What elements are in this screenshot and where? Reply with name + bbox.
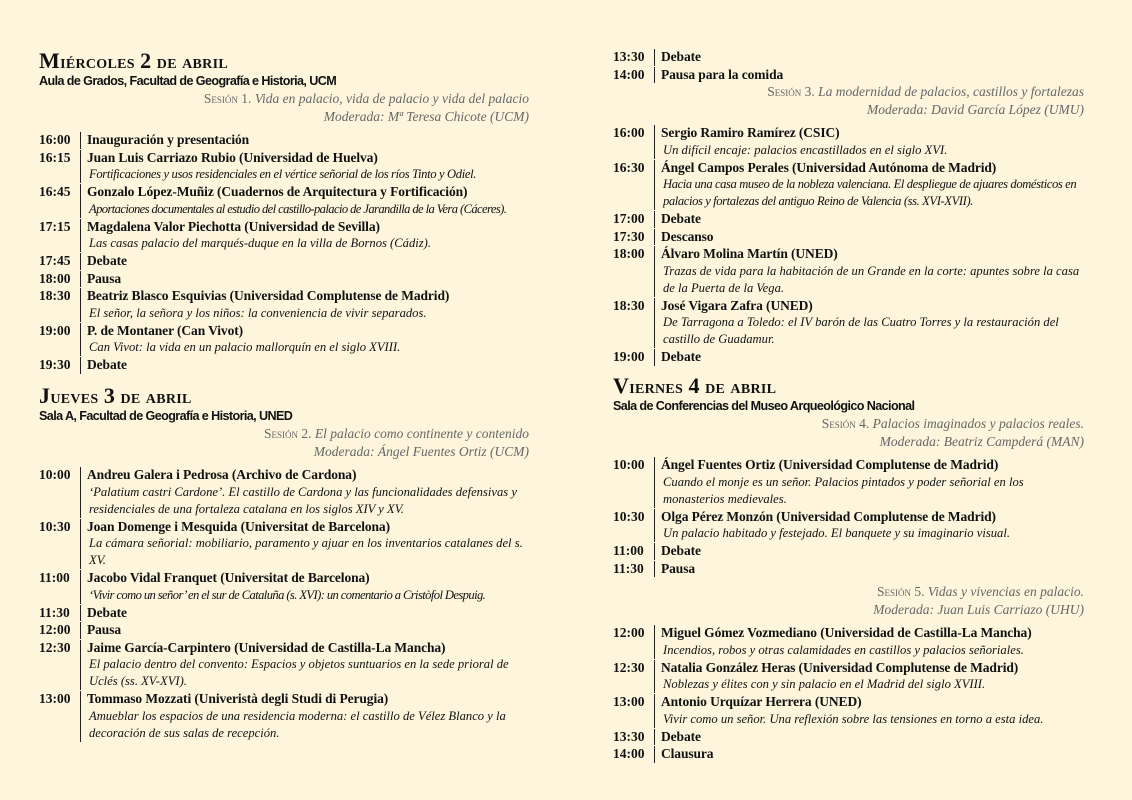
speaker: Debate [87, 253, 127, 268]
time-separator [80, 150, 81, 184]
time: 16:15 [39, 149, 71, 165]
talk-title: Aportaciones documentales al estudio del castillo-palacio de Jarandilla de la Vera (Cáceres). [89, 201, 507, 216]
time-separator [654, 457, 655, 508]
time-separator [80, 605, 81, 622]
session-moderator: Moderada: Ángel Fuentes Ortiz (UCM) [313, 443, 529, 459]
speaker: Inauguración y presentación [87, 132, 250, 147]
agenda-row [39, 356, 529, 374]
session-title: Sesión 5. Vidas y vivencias en palacio. [877, 584, 1084, 599]
time-separator [654, 211, 655, 228]
time: 12:30 [613, 659, 645, 675]
talk-title: ‘Vivir como un señor’ en el sur de Cataluña (s. XVI): un comentario a Cristòfol Despuig. [89, 587, 486, 602]
day-block-thursday [39, 385, 529, 742]
venue: Sala A, Facultad de Geografía e Historia, UNED [39, 409, 293, 423]
agenda-row [613, 745, 1084, 763]
time: 17:45 [39, 253, 71, 268]
talk-title: El palacio dentro del convento: Espacios y objetos suntuarios en la sede prioral de Uclés (ss. XV-XVI). [89, 657, 509, 688]
agenda-row [613, 659, 1084, 694]
time-separator [80, 357, 81, 374]
time: 10:00 [613, 457, 645, 472]
agenda-row [39, 569, 529, 604]
agenda-row [613, 560, 1084, 578]
time-separator [654, 49, 655, 66]
time: 18:30 [39, 288, 71, 303]
time: 12:00 [39, 622, 71, 637]
talk-title: De Tarragona a Toledo: el IV barón de las Cuatro Torres y la restauración del castillo de Guadamur. [663, 315, 1059, 346]
time: 13:00 [39, 691, 71, 706]
day-title: Viernes 4 de abril [613, 373, 777, 398]
time-separator [80, 622, 81, 639]
time-separator [654, 694, 655, 728]
time-separator [654, 746, 655, 763]
time: 17:00 [613, 211, 645, 226]
talk-title: Hacia una casa museo de la nobleza valenciana. El despliegue de ajuares domésticos en palacios y fortalezas del antiguo Reino de Valencia (ss. XVI-XVII). [663, 177, 1077, 208]
time: 19:00 [613, 349, 645, 364]
speaker: Debate [87, 357, 127, 372]
session-header [613, 583, 1084, 618]
talk-title: Un difícil encaje: palacios encastillados en el siglo XVI. [663, 142, 948, 157]
agenda-row [39, 287, 529, 322]
talk-title: Fortificaciones y usos residenciales en el vértice señorial de los ríos Tinto y Odiel. [89, 167, 477, 181]
talk-title: Vivir como un señor. Una reflexión sobre las tensiones en torno a esta idea. [663, 711, 1044, 726]
time: 19:00 [39, 322, 71, 338]
agenda-row [613, 124, 1084, 159]
time: 12:30 [39, 639, 71, 655]
time: 11:00 [39, 570, 70, 585]
agenda-row [39, 604, 529, 622]
speaker: Descanso [661, 228, 714, 244]
time-separator [654, 298, 655, 349]
speaker: Debate [661, 543, 701, 558]
time-separator [80, 132, 81, 149]
speaker: José Vigara Zafra (UNED) [661, 297, 813, 313]
time: 16:00 [39, 132, 71, 147]
time: 11:00 [613, 543, 644, 558]
session-moderator: Moderada: David García López (UMU) [867, 101, 1084, 117]
speaker: Debate [661, 728, 701, 744]
time-separator [654, 625, 655, 659]
session-header [39, 90, 529, 125]
agenda-row [613, 48, 1084, 66]
talk-title: Un palacio habitado y festejado. El banquete y su imaginario visual. [663, 526, 1010, 540]
time: 16:45 [39, 184, 71, 199]
time-separator [654, 660, 655, 694]
time: 19:30 [39, 357, 71, 372]
time-separator [654, 349, 655, 366]
time: 10:00 [39, 467, 71, 482]
time: 14:00 [613, 66, 645, 82]
time-separator [80, 640, 81, 691]
speaker: Debate [661, 49, 701, 64]
day-block-friday [613, 375, 1084, 763]
talk-title: Incendios, robos y otras calamidades en castillos y palacios señoriales. [663, 642, 1024, 657]
agenda-row [39, 270, 529, 288]
time: 16:00 [613, 125, 645, 140]
speaker: Joan Domenge i Mesquida (Universitat de Barcelona) [87, 518, 390, 534]
time: 18:30 [613, 297, 645, 313]
speaker: Ángel Campos Perales (Universidad Autónoma de Madrid) [661, 159, 997, 175]
speaker: Gonzalo López-Muñiz (Cuadernos de Arquitectura y Fortificación) [87, 184, 468, 199]
agenda-row [39, 218, 529, 253]
time: 17:30 [613, 228, 645, 244]
session-title: Sesión 4. Palacios imaginados y palacios reales. [821, 416, 1084, 431]
time-separator [654, 246, 655, 297]
speaker: Sergio Ramiro Ramírez (CSIC) [661, 125, 840, 140]
time-separator [80, 467, 81, 518]
time-separator [80, 691, 81, 742]
agenda-row [39, 131, 529, 149]
time: 13:00 [613, 694, 645, 709]
time: 11:30 [613, 560, 644, 576]
speaker: Magdalena Valor Piechotta (Universidad de Sevilla) [87, 218, 380, 234]
speaker: Olga Pérez Monzón (Universidad Complutense de Madrid) [661, 508, 996, 524]
talk-title: La cámara señorial: mobiliario, paramento y ajuar en los inventarios catalanes del s. XV. [89, 536, 523, 567]
time-separator [80, 288, 81, 322]
agenda-row [39, 518, 529, 570]
talk-title: Las casas palacio del marqués-duque en la villa de Bornos (Cádiz). [89, 236, 431, 250]
agenda-row [613, 508, 1084, 543]
agenda-row [613, 297, 1084, 349]
time: 17:15 [39, 218, 71, 234]
agenda-row [613, 542, 1084, 560]
speaker: Debate [661, 211, 701, 226]
talk-title: Amueblar los espacios de una residencia moderna: el castillo de Vélez Blanco y la decoración de sus salas de recepción. [89, 708, 506, 740]
speaker: Andreu Galera i Pedrosa (Archivo de Cardona) [87, 467, 357, 482]
speaker: Ángel Fuentes Ortiz (Universidad Complutense de Madrid) [661, 457, 999, 472]
speaker: P. de Montaner (Can Vivot) [87, 322, 244, 338]
speaker: Pausa [87, 622, 122, 637]
time: 13:30 [613, 49, 645, 64]
agenda-row [613, 624, 1084, 659]
time-separator [80, 519, 81, 570]
speaker: Natalia González Heras (Universidad Complutense de Madrid) [661, 659, 1019, 675]
agenda-row [39, 466, 529, 518]
venue: Aula de Grados, Facultad de Geografía e Historia, UCM [39, 74, 337, 88]
agenda-row [39, 639, 529, 691]
session-header [613, 83, 1084, 118]
agenda-row [613, 728, 1084, 746]
speaker: Juan Luis Carriazo Rubio (Universidad de Huelva) [87, 149, 378, 165]
speaker: Jacobo Vidal Franquet (Universitat de Barcelona) [87, 570, 370, 585]
agenda-row [39, 149, 529, 184]
time-separator [654, 561, 655, 578]
agenda-row [39, 322, 529, 357]
speaker: Pausa para la comida [661, 66, 784, 82]
agenda-row [39, 183, 529, 218]
time: 18:00 [613, 246, 645, 261]
session-header [39, 425, 529, 460]
time: 10:30 [613, 508, 645, 524]
agenda-row [613, 348, 1084, 366]
venue: Sala de Conferencias del Museo Arqueológico Nacional [613, 399, 915, 413]
speaker: Beatriz Blasco Esquivias (Universidad Complutense de Madrid) [87, 288, 450, 303]
agenda-row [613, 228, 1084, 246]
time-separator [80, 271, 81, 288]
time: 10:30 [39, 518, 71, 534]
agenda-row [613, 693, 1084, 728]
time-separator [80, 570, 81, 604]
time-separator [654, 229, 655, 246]
day-title: Jueves 3 de abril [39, 383, 192, 408]
speaker: Clausura [661, 746, 714, 761]
time: 18:00 [39, 270, 71, 286]
speaker: Debate [661, 349, 701, 364]
time: 11:30 [39, 604, 70, 620]
agenda-row [613, 210, 1084, 228]
session-moderator: Moderada: Beatriz Campderá (MAN) [879, 433, 1084, 449]
time-separator [80, 253, 81, 270]
time: 16:30 [613, 159, 645, 175]
talk-title: El señor, la señora y los niños: la conveniencia de vivir separados. [89, 305, 427, 320]
time-separator [80, 323, 81, 357]
session-header [613, 415, 1084, 450]
agenda-row [613, 245, 1084, 297]
speaker: Debate [87, 604, 127, 620]
talk-title: Noblezas y élites con y sin palacio en el Madrid del siglo XVIII. [663, 677, 986, 691]
day-block-thursday-continued [613, 48, 1084, 366]
speaker: Álvaro Molina Martín (UNED) [661, 246, 838, 261]
time-separator [654, 160, 655, 211]
time: 13:30 [613, 728, 645, 744]
time: 12:00 [613, 625, 645, 640]
time-separator [80, 184, 81, 218]
talk-title: ‘Palatium castri Cardone’. El castillo de Cardona y las funcionalidades defensivas y residenciales de una fortaleza catalana en los siglos XIV y XV. [89, 484, 517, 516]
talk-title: Trazas de vida para la habitación de un Grande en la corte: apuntes sobre la casa de la Puerta de la Vega. [663, 263, 1080, 295]
speaker: Antonio Urquízar Herrera (UNED) [661, 694, 862, 709]
session-moderator: Moderada: Mª Teresa Chicote (UCM) [323, 108, 529, 124]
session-title: Sesión 2. El palacio como continente y contenido [264, 426, 529, 441]
session-title: Sesión 1. Vida en palacio, vida de palacio y vida del palacio [203, 91, 529, 106]
agenda-row [39, 252, 529, 270]
agenda-row [39, 690, 529, 742]
time-separator [654, 509, 655, 543]
day-block-wednesday [39, 50, 529, 374]
time-separator [654, 729, 655, 746]
day-title: Miércoles 2 de abril [39, 48, 228, 73]
time-separator [654, 125, 655, 159]
session-title: Sesión 3. La modernidad de palacios, castillos y fortalezas [767, 84, 1084, 99]
time-separator [654, 543, 655, 560]
speaker: Pausa [87, 270, 122, 286]
time-separator [80, 219, 81, 253]
speaker: Miguel Gómez Vozmediano (Universidad de Castilla-La Mancha) [661, 625, 1032, 640]
agenda-row [613, 456, 1084, 508]
speaker: Tommaso Mozzati (Univeristà degli Studi di Perugia) [87, 691, 389, 706]
talk-title: Cuando el monje es un señor. Palacios pintados y poder señorial en los monasterios medievales. [663, 474, 1024, 506]
time-separator [654, 67, 655, 84]
agenda-row [613, 159, 1084, 211]
talk-title: Can Vivot: la vida en un palacio mallorquín en el siglo XVIII. [89, 340, 401, 354]
session-moderator: Moderada: Juan Luis Carriazo (UHU) [873, 601, 1084, 617]
speaker: Pausa [661, 560, 696, 576]
speaker: Jaime García-Carpintero (Universidad de Castilla-La Mancha) [87, 639, 446, 655]
time: 14:00 [613, 746, 645, 761]
agenda-row [39, 621, 529, 639]
agenda-row [613, 66, 1084, 84]
